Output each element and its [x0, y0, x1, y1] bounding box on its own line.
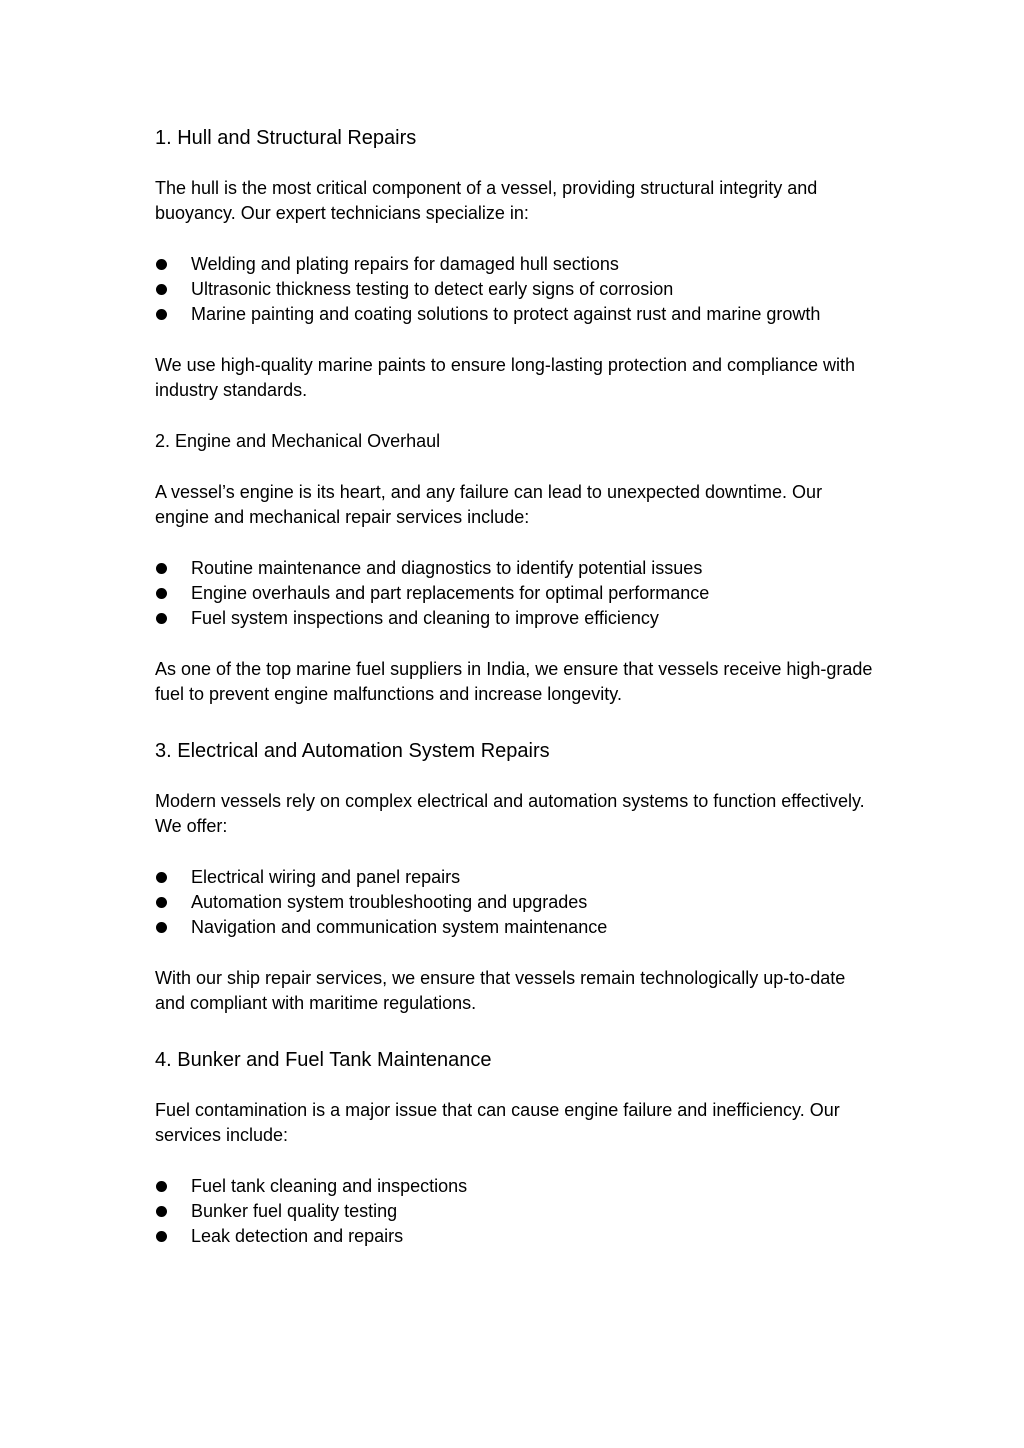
- bullet-text: Marine painting and coating solutions to protect against rust and marine growth: [191, 304, 821, 324]
- section-closing: With our ship repair services, we ensure that vessels remain technologically up-to-date and compliant with maritime regulations.: [155, 968, 846, 1013]
- bullet-icon: [156, 309, 167, 320]
- bullet-text: Fuel system inspections and cleaning to improve efficiency: [191, 608, 659, 628]
- bullet-icon: [156, 613, 167, 624]
- bullet-icon: [156, 1181, 167, 1192]
- bullet-item: [155, 1199, 875, 1224]
- bullet-list: [155, 1174, 875, 1249]
- bullet-item: [155, 915, 875, 940]
- bullet-list: [155, 252, 875, 327]
- bullet-item: [155, 302, 875, 327]
- bullet-list: [155, 865, 875, 940]
- bullet-icon: [156, 284, 167, 295]
- section-heading: 4. Bunker and Fuel Tank Maintenance: [155, 1049, 492, 1071]
- bullet-text: Welding and plating repairs for damaged hull sections: [191, 254, 619, 274]
- bullet-icon: [156, 563, 167, 574]
- section-closing: We use high-quality marine paints to ensure long-lasting protection and compliance with industry standards.: [155, 355, 856, 400]
- bullet-text: Electrical wiring and panel repairs: [191, 867, 461, 887]
- section-intro: A vessel’s engine is its heart, and any failure can lead to unexpected downtime. Our engine and mechanical repair services include:: [155, 482, 823, 527]
- bullet-item: [155, 581, 875, 606]
- bullet-list: [155, 556, 875, 631]
- section-heading: 1. Hull and Structural Repairs: [155, 127, 417, 149]
- section-heading: 2. Engine and Mechanical Overhaul: [155, 431, 441, 451]
- bullet-text: Fuel tank cleaning and inspections: [191, 1176, 468, 1196]
- bullet-text: Ultrasonic thickness testing to detect early signs of corrosion: [191, 279, 674, 299]
- section-bunker-fuel-tank-maintenance: [155, 1046, 875, 1249]
- bullet-text: Engine overhauls and part replacements for optimal performance: [191, 583, 710, 603]
- bullet-item: [155, 252, 875, 277]
- bullet-text: Leak detection and repairs: [191, 1226, 404, 1246]
- bullet-text: Navigation and communication system maintenance: [191, 917, 608, 937]
- section-engine-mechanical-overhaul: [155, 429, 875, 707]
- bullet-item: [155, 1224, 875, 1249]
- section-closing: As one of the top marine fuel suppliers in India, we ensure that vessels receive high-grade fuel to prevent engine malfunctions and increase longevity.: [155, 659, 873, 704]
- bullet-icon: [156, 259, 167, 270]
- section-intro: The hull is the most critical component of a vessel, providing structural integrity and buoyancy. Our expert technicians specialize in:: [155, 178, 818, 223]
- bullet-icon: [156, 1206, 167, 1217]
- bullet-icon: [156, 897, 167, 908]
- bullet-item: [155, 865, 875, 890]
- bullet-item: [155, 606, 875, 631]
- bullet-item: [155, 1174, 875, 1199]
- bullet-icon: [156, 872, 167, 883]
- bullet-text: Bunker fuel quality testing: [191, 1201, 398, 1221]
- bullet-item: [155, 890, 875, 915]
- section-hull-structural-repairs: [155, 124, 875, 403]
- bullet-icon: [156, 588, 167, 599]
- bullet-text: Routine maintenance and diagnostics to identify potential issues: [191, 558, 703, 578]
- bullet-item: [155, 556, 875, 581]
- document-page: [155, 124, 875, 1275]
- section-heading: 3. Electrical and Automation System Repairs: [155, 740, 550, 762]
- bullet-text: Automation system troubleshooting and upgrades: [191, 892, 588, 912]
- bullet-item: [155, 277, 875, 302]
- section-intro: Fuel contamination is a major issue that can cause engine failure and inefficiency. Our services include:: [155, 1100, 840, 1145]
- section-electrical-automation-repairs: [155, 737, 875, 1016]
- section-intro: Modern vessels rely on complex electrical and automation systems to function effectively. We offer:: [155, 791, 865, 836]
- bullet-icon: [156, 1231, 167, 1242]
- bullet-icon: [156, 922, 167, 933]
